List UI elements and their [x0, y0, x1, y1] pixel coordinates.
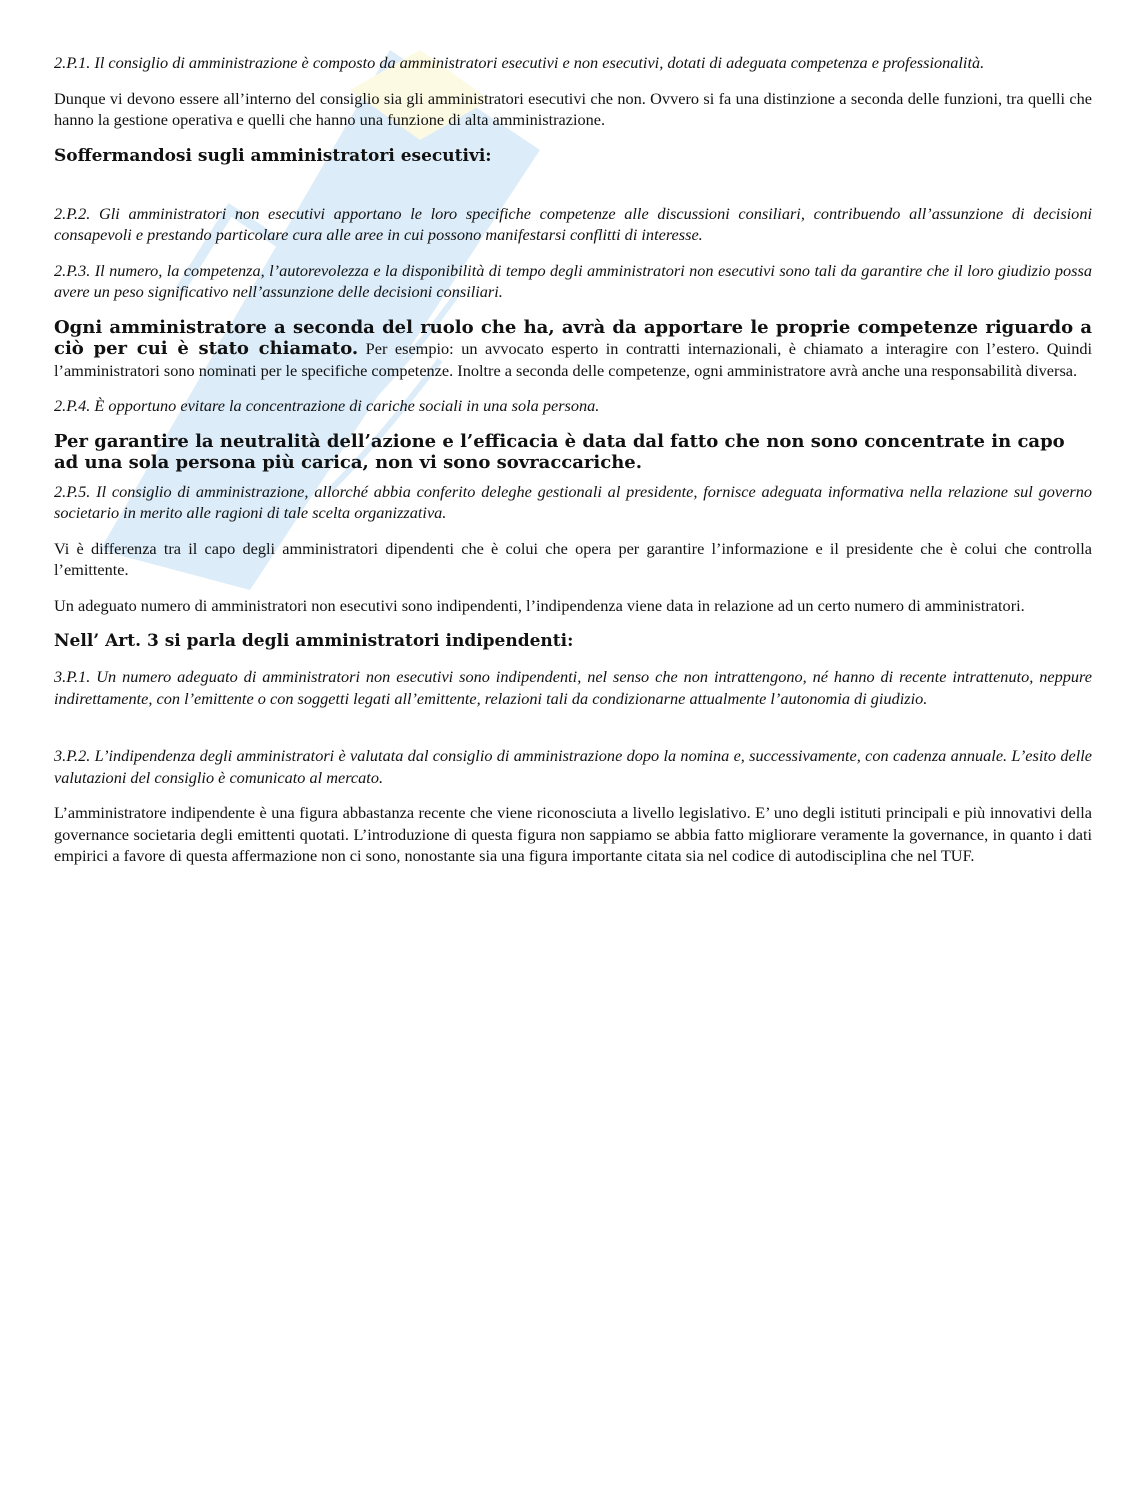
paragraph-differenza: Vi è differenza tra il capo degli amministratori dipendenti che è colui che opera per garantire l’informazione e il presidente che è colui che controlla l’emittente. — [54, 538, 1092, 579]
paragraph-2p4: 2.P.4. È opportuno evitare la concentrazione di cariche sociali in una sola persona. — [54, 396, 600, 415]
paragraph-ogni-amministratore — [54, 317, 1092, 382]
heading-art3: Nell’ Art. 3 si parla degli amministratori indipendenti: — [54, 631, 574, 651]
paragraph-2p2: 2.P.2. Gli amministratori non esecutivi apportano le loro specifiche competenze alle discussioni consiliari, contribuendo all’assunzione di decisioni consapevoli e prestando particolare cura alle aree in cui possono manifestarsi conflitti di interesse. — [54, 203, 1092, 244]
heading-neutralita: Per garantire la neutralità dell’azione e l’efficacia è data dal fatto che non sono concentrate in capo ad una sola persona più carica, non vi sono sovraccariche. — [54, 430, 1065, 473]
document-page — [54, 52, 1092, 881]
heading-soffermandosi: Soffermandosi sugli amministratori esecutivi: — [54, 145, 492, 166]
paragraph-2p3: 2.P.3. Il numero, la competenza, l’autorevolezza e la disponibilità di tempo degli amministratori non esecutivi sono tali da garantire che il loro giudizio possa avere un peso significativo nell’assunzione delle decisioni consiliari. — [54, 260, 1092, 301]
paragraph-2p5: 2.P.5. Il consiglio di amministrazione, allorché abbia conferito deleghe gestionali al presidente, fornisce adeguata informativa nella relazione sul governo societario in merito alle ragioni di tale scelta organizzativa. — [54, 481, 1092, 522]
paragraph-ogni-rest: Per esempio: un avvocato esperto in contratti internazionali, è chiamato a interagire con l’estero. Quindi l’amministratori sono nominati per le specifiche competenze. Inoltre a seconda delle competenze, ogni amministratore avrà anche una responsabilità diversa. — [54, 339, 1092, 380]
paragraph-ogni-bold: Ogni amministratore a seconda del ruolo che ha, avrà da apportare le proprie competenze riguardo a ciò per cui è stato chiamato. — [54, 316, 1092, 359]
paragraph-dunque: Dunque vi devono essere all’interno del consiglio sia gli amministratori esecutivi che non. Ovvero si fa una distinzione a seconda delle funzioni, tra quelli che hanno la gestione operativa e quelli che hanno una funzione di alta amministrazione. — [54, 88, 1092, 129]
paragraph-adeguato-numero: Un adeguato numero di amministratori non esecutivi sono indipendenti, l’indipendenza viene data in relazione ad un certo numero di amministratori. — [54, 595, 1025, 615]
paragraph-3p1: 3.P.1. Un numero adeguato di amministratori non esecutivi sono indipendenti, nel senso che non intrattengono, né hanno di recente intrattenuto, neppure indirettamente, con l’emittente o con soggetti legati all’emittente, relazioni tali da condizionarne attualmente l’autonomia di giudizio. — [54, 667, 1092, 708]
paragraph-amministratore-indipendente: L’amministratore indipendente è una figura abbastanza recente che viene riconosciuta a livello legislativo. E’ uno degli istituti principali e più innovativi della governance societaria degli emittenti quotati. L’introduzione di questa figura non sappiamo se abbia fatto migliorare veramente la governance, in quanto i dati empirici a favore di questa affermazione non ci sono, nonostante sia una figura importante citata sia nel codice di autodisciplina che nel TUF. — [54, 803, 1092, 865]
paragraph-2p1: 2.P.1. Il consiglio di amministrazione è composto da amministratori esecutivi e non esecutivi, dotati di adeguata competenza e professionalità. — [54, 53, 985, 72]
paragraph-3p2: 3.P.2. L’indipendenza degli amministratori è valutata dal consiglio di amministrazione dopo la nomina e, successivamente, con cadenza annuale. L’esito delle valutazioni del consiglio è comunicato al mercato. — [54, 746, 1092, 787]
